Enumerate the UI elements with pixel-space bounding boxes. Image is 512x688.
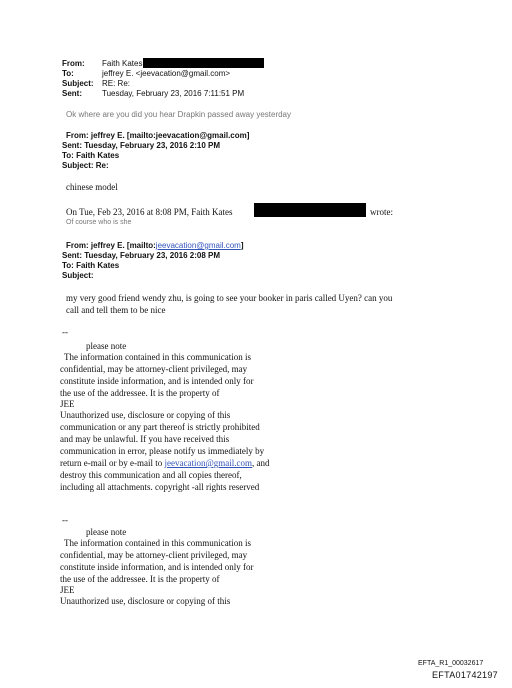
- disclaimer-email-prefix: return e-mail or by e-mail to: [60, 458, 165, 468]
- disclaimer-email-suffix: , and: [251, 458, 270, 468]
- redaction-block: [143, 58, 264, 68]
- disclaimer-line: constitute inside information, and is intended only for: [60, 376, 254, 386]
- sent-value: Tuesday, February 23, 2016 7:11:51 PM: [102, 89, 245, 98]
- header3-from-suffix: ]: [240, 241, 244, 250]
- disclaimer-line: communication or any part thereof is strictly prohibited: [60, 422, 260, 432]
- sent-label: Sent:: [62, 89, 82, 98]
- header2-subject: Subject: Re:: [62, 161, 109, 170]
- disclaimer-line-email: [60, 458, 269, 468]
- from-label: From:: [62, 59, 85, 68]
- disclaimer-line: and may be unlawful. If you have received this: [60, 434, 230, 444]
- header3-subject: Subject:: [62, 271, 94, 280]
- disclaimer-line: confidential, may be attorney-client privileged, may: [60, 550, 248, 560]
- signature-dash: --: [62, 515, 68, 525]
- header3-from: [66, 241, 244, 250]
- disclaimer-title: please note: [86, 527, 127, 537]
- header3-to: To: Faith Kates: [62, 261, 120, 270]
- disclaimer-line: JEE: [60, 585, 75, 595]
- disclaimer-line: JEE: [60, 399, 75, 409]
- subject-value: RE: Re:: [102, 79, 131, 88]
- reply-text-2: chinese model: [66, 182, 118, 192]
- disclaimer-line: including all attachments. copyright -all rights reserved: [60, 482, 260, 492]
- email-link[interactable]: jeevacation@gmail.com: [155, 241, 241, 250]
- bates-number-2: EFTA01742197: [432, 670, 498, 680]
- header3-sent: Sent: Tuesday, February 23, 2016 2:08 PM: [62, 251, 220, 260]
- disclaimer-line: confidential, may be attorney-client privileged, may: [60, 364, 248, 374]
- disclaimer-line: communication in error, please notify us immediately by: [60, 446, 265, 456]
- disclaimer-line: the use of the addressee. It is the property of: [60, 388, 220, 398]
- to-label: To:: [62, 69, 74, 78]
- disclaimer-line: constitute inside information, and is intended only for: [60, 562, 254, 572]
- header2-to: To: Faith Kates: [62, 151, 120, 160]
- message-line-2: call and tell them to be nice: [66, 305, 166, 315]
- disclaimer-line: Unauthorized use, disclosure or copying of this: [60, 596, 231, 606]
- bates-number-1: EFTA_R1_00032617: [418, 660, 484, 667]
- from-value: Faith Kates: [102, 59, 143, 68]
- disclaimer-title: please note: [86, 341, 127, 351]
- disclaimer-line: destroy this communication and all copies thereof,: [60, 470, 242, 480]
- header3-from-prefix: From: jeffrey E. [mailto:: [66, 241, 156, 250]
- message-line-1: my very good friend wendy zhu, is going to see your booker in paris called Uyen? can you: [66, 293, 393, 303]
- quote-wrote: wrote:: [370, 207, 393, 217]
- disclaimer-line: The information contained in this communication is: [64, 538, 251, 548]
- disclaimer-line: The information contained in this communication is: [64, 352, 251, 362]
- header2-from: From: jeffrey E. [mailto:jeevacation@gmail.com]: [66, 131, 250, 140]
- signature-dash: --: [62, 327, 68, 337]
- subject-label: Subject:: [62, 79, 94, 88]
- quote-intro: On Tue, Feb 23, 2016 at 8:08 PM, Faith Kates: [66, 207, 233, 217]
- quote-reply: Of course who is she: [66, 219, 132, 226]
- header2-sent: Sent: Tuesday, February 23, 2016 2:10 PM: [62, 141, 220, 150]
- to-value: jeffrey E. <jeevacation@gmail.com>: [102, 69, 231, 78]
- redaction-block: [254, 203, 366, 217]
- disclaimer-line: Unauthorized use, disclosure or copying of this: [60, 410, 231, 420]
- email-link[interactable]: jeevacation@gmail.com: [164, 458, 252, 468]
- reply-text-1: Ok where are you did you hear Drapkin passed away yesterday: [66, 110, 292, 119]
- disclaimer-line: the use of the addressee. It is the property of: [60, 574, 220, 584]
